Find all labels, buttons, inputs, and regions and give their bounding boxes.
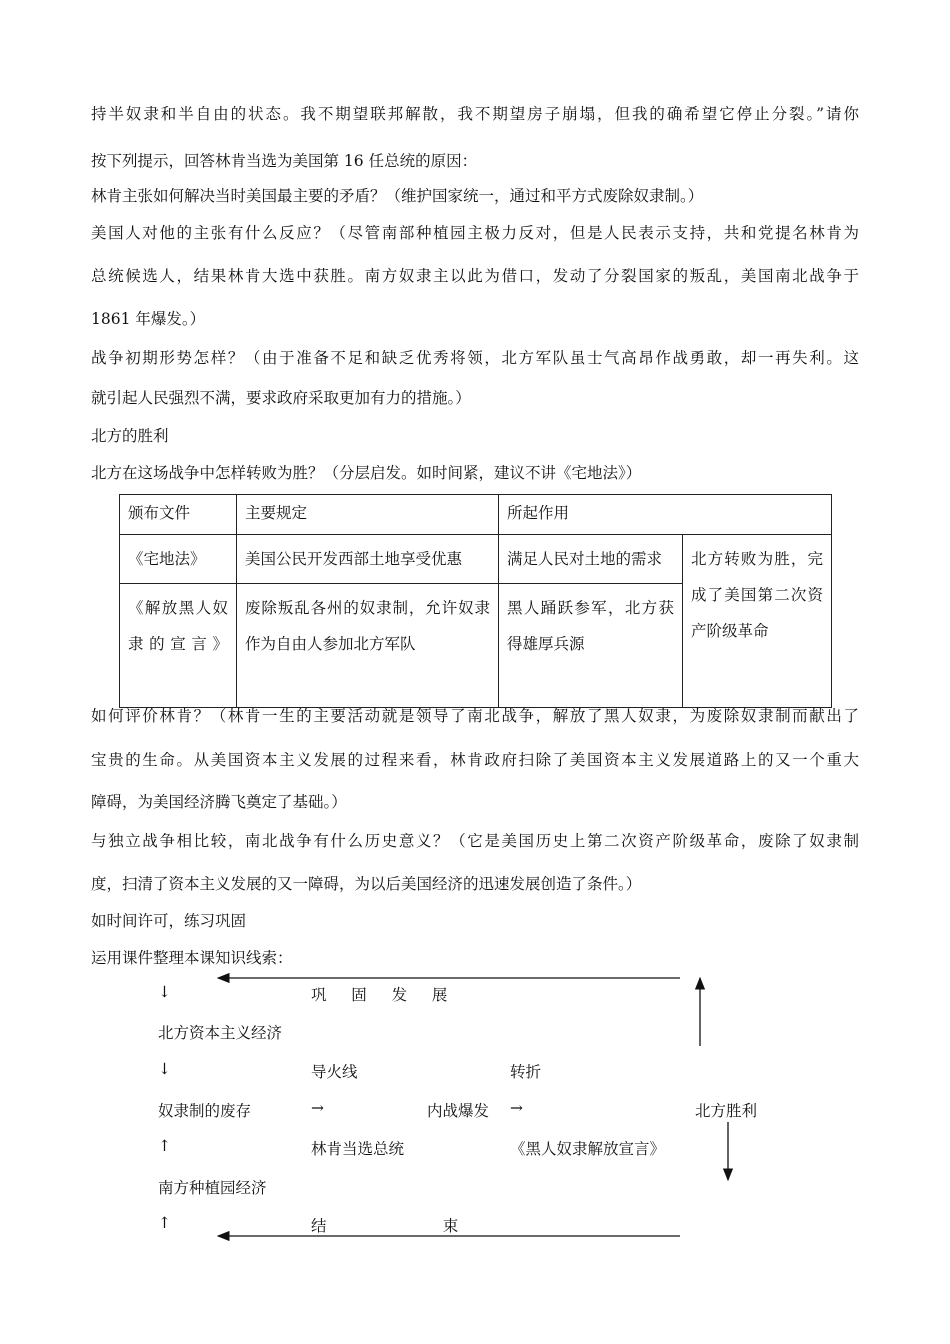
- paragraph-line: 北方在这场战争中怎样转败为胜？（分层启发。如时间紧，建议不讲《宅地法》）: [91, 464, 642, 482]
- paragraph-line: 宝贵的生命。从美国资本主义发展的过程来看，林肯政府扫除了美国资本主义发展道路上的又一个重大: [91, 751, 859, 769]
- arrow-up-icon: ↑: [158, 1214, 171, 1232]
- table-cell: 美国公民开发西部土地享受优惠: [237, 535, 499, 584]
- paragraph-line: 林肯主张如何解决当时美国最主要的矛盾？（维护国家统一，通过和平方式废除奴隶制。）: [91, 187, 704, 205]
- paragraph-line: 持半奴隶和半自由的状态。我不期望联邦解散，我不期望房子崩塌，但我的确希望它停止分裂。”请你: [91, 105, 859, 123]
- paragraph-line: 1861 年爆发。）: [91, 310, 206, 328]
- arrow-up-icon: ↑: [158, 1137, 171, 1155]
- paragraph-line: 总统候选人，结果林肯大选中获胜。南方奴隶主以此为借口，发动了分裂国家的叛乱，美国南北战争于: [91, 267, 859, 285]
- label-war: 内战爆发: [427, 1102, 490, 1120]
- table-header: 所起作用: [499, 495, 832, 535]
- paragraph-line: 与独立战争相比较，南北战争有什么历史意义？（它是美国历史上第二次资产阶级革命，废除了奴隶制: [91, 832, 859, 850]
- label-consolidate: 巩固发展: [311, 986, 473, 1004]
- paragraph-line: 障碍，为美国经济腾飞奠定了基础。）: [91, 793, 347, 811]
- arrow-down-icon: ↓: [158, 983, 171, 1001]
- label-end: 结束: [311, 1217, 575, 1235]
- table-cell: 废除叛乱各州的奴隶制，允许奴隶作为自由人参加北方军队: [237, 584, 499, 708]
- label-north-economy: 北方资本主义经济: [158, 1024, 283, 1042]
- label-north-victory: 北方胜利: [695, 1102, 758, 1120]
- paragraph-line: 运用课件整理本课知识线索：: [91, 949, 293, 967]
- table-cell: 满足人民对土地的需求: [499, 535, 683, 584]
- paragraph-line: 美国人对他的主张有什么反应？（尽管南部种植园主极力反对，但是人民表示支持，共和党提名林肯为: [91, 224, 859, 242]
- label-lincoln: 林肯当选总统: [311, 1140, 405, 1158]
- paragraph-line: 按下列提示，回答林肯当选为美国第 16 任总统的原因：: [91, 152, 478, 170]
- table-cell: 《解放黑人奴隶的宣言》: [120, 584, 237, 708]
- arrow-down-icon: ↓: [158, 1060, 171, 1078]
- arrow-right-icon: →: [510, 1099, 523, 1117]
- table-cell: 《宅地法》: [120, 535, 237, 584]
- table-header: 颁布文件: [120, 495, 237, 535]
- label-slavery: 奴隶制的废存: [158, 1102, 252, 1120]
- label-proclamation: 《黑人奴隶解放宣言》: [510, 1140, 666, 1158]
- paragraph-line: 如何评价林肯？（林肯一生的主要活动就是领导了南北战争，解放了黑人奴隶，为废除奴隶制而献出了: [91, 707, 859, 725]
- table-cell-merged: 北方转败为胜，完成了美国第二次资产阶级革命: [683, 535, 832, 708]
- arrow-right-icon: →: [311, 1099, 324, 1117]
- table-cell: 黑人踊跃参军，北方获得雄厚兵源: [499, 584, 683, 708]
- paragraph-line: 度，扫清了资本主义发展的又一障碍，为以后美国经济的迅速发展创造了条件。）: [91, 875, 642, 893]
- label-turning: 转折: [510, 1063, 542, 1081]
- paragraph-line: 战争初期形势怎样？（由于准备不足和缺乏优秀将领，北方军队虽士气高昂作战勇敢，却一再失利。这: [91, 349, 859, 367]
- paragraph-line: 如时间许可，练习巩固: [91, 912, 247, 930]
- table-header: 主要规定: [237, 495, 499, 535]
- label-fuse: 导火线: [311, 1063, 358, 1081]
- section-heading: 北方的胜利: [91, 427, 169, 445]
- label-south-economy: 南方种植园经济: [158, 1179, 267, 1197]
- paragraph-line: 就引起人民强烈不满，要求政府采取更加有力的措施。）: [91, 389, 471, 407]
